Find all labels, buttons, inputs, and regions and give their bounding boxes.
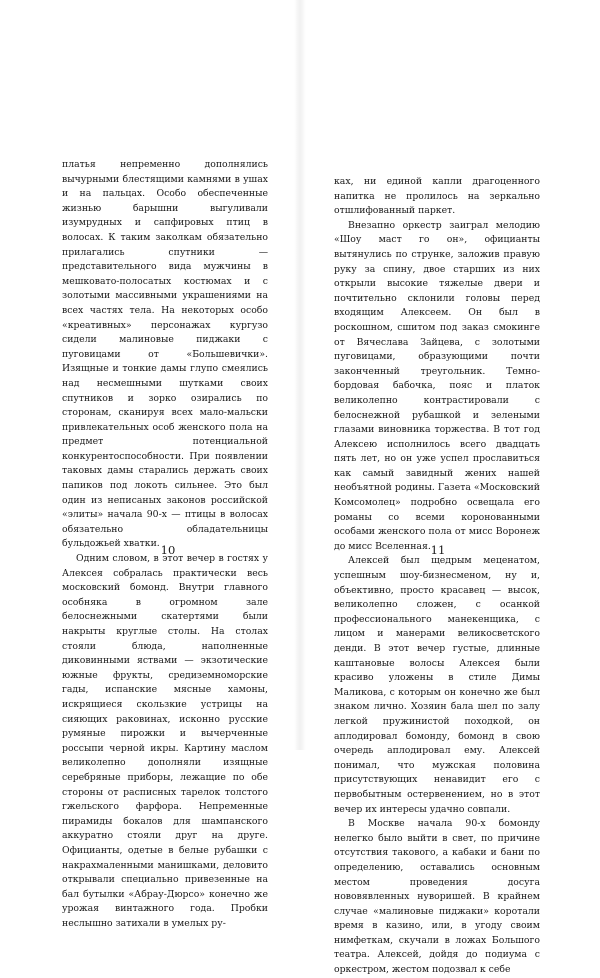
right-page-text: [334, 175, 540, 978]
page-number: 11: [430, 543, 446, 557]
paragraph: Внезапно оркестр заиграл мелодию «Шоу маст го он», официанты вытянулись по струнке, заложив правую руку за спину, двое старших из них открыли высокие тяжелые двери и почтительно склонили головы перед входящим Алексеем. Он был в роскошном, сшитом под заказ смокинге от Вячеслава Зайцева, с золотыми пуговицами, образующими почти законченный треугольник. Темно-бордовая бабочка, пояс и платок великолепно контрастировали с белоснежной рубашкой и зелеными глазами виновника торжества. В тот год Алексею исполнилось всего двадцать пять лет, но он уже успел прославиться как самый завидный жених нашей необъятной родины. Газета «Московский Комсомолец» подробно освещала его романы со всеми коронованными особами женского пола от мисс Воронеж до мисс Вселенная.: [334, 219, 540, 552]
paragraph: В Москве начала 90-х бомонду нелегко было выйти в свет, по причине отсутствия такового, а кабаки и бани по определению, оставались основным местом проведения досуга нововявленных нуворишей. В крайнем случае «малиновые пиджаки» коротали время в казино, или, в угоду своим нимфеткам, скучали в ложах Большого театра. Алексей, дойдя до подиума с оркестром, жестом подозвал к себе: [334, 818, 540, 976]
paragraph: Алексей был щедрым меценатом, успешным шоу-бизнесменом, ну и, объективно, просто красавец — высок, великолепно сложен, с осанкой профессионального манекенщика, с лицом и манерами великосветского денди. В этот вечер густые, длинные каштановые волосы Алексея были красиво уложены в стиле Димы Маликова, с которым он конечно же был знаком лично. Хозяин бала шел по залу легкой пружинистой походкой, он аплодировал бомонду, бомонд в свою очередь аплодировал ему. Алексей понимал, что мужская половина присутствующих ненавидит его с первобытным остервенением, но в этот вечер их интересы удачно совпали.: [334, 555, 540, 815]
right-page: [300, 0, 600, 976]
left-page: [0, 0, 300, 929]
paragraph: платья непременно дополнялись вычурными блестящими камнями в ушах и на пальцах. Особо обеспеченные жизнью барышни выгуливали изумрудных и сапфировых птиц в волосах. К таким заколкам обязательно прилагались спутники — представительного вида мужчины в мешковато-полосатых костюмах и с золотыми массивными украшениями на всех частях тела. На некоторых особо «креативных» персонажах кургузо сидели малиновые пиджаки с пуговицами от «Большевички». Изящные и тонкие дамы глупо смеялись над несмешными шутками своих спутников и зорко озирались по сторонам, сканируя всех мало-мальски привлекательных особ женского пола на предмет потенциальной конкурентоспособности. При появлении таковых дамы старались держать своих папиков под локоть сильнее. Это был один из неписаных законов российской «элиты» начала 90-х — птицы в волосах обязательно обладательницы бульдожьей хватки.: [62, 159, 268, 550]
page-number: 10: [160, 543, 176, 557]
paragraph: ках, ни единой капли драгоценного напитка не пролилось на зеркально отшлифованный паркет.: [334, 176, 540, 217]
paragraph: Одним словом, в этот вечер в гостях у Алексея собралась практически весь московский бомонд. Внутри главного особняка в огромном зале белоснежными скатертями были накрыты круглые столы. На столах стояли блюда, наполненные диковинными яствами — экзотические южные фрукты, средиземноморские гады, испанские мясные хамоны, искрящиеся скользкие устрицы на сияющих раковинах, исконно русские румяные пирожки и вычерченные россыпи черной икры. Картину маслом великолепно дополняли изящные серебряные приборы, лежащие по обе стороны от расписных тарелок толстого гжельского фарфора. Непременные пирамиды бокалов для шампанского аккуратно стояли друг на друге. Официанты, одетые в белые рубашки с накрахмаленными манишками, деловито открывали специально привезенные на бал бутылки «Абрау-Дюрсо» конечно же урожая винтажного года. Пробки неслышно затихали в умелых ру-: [62, 553, 268, 929]
